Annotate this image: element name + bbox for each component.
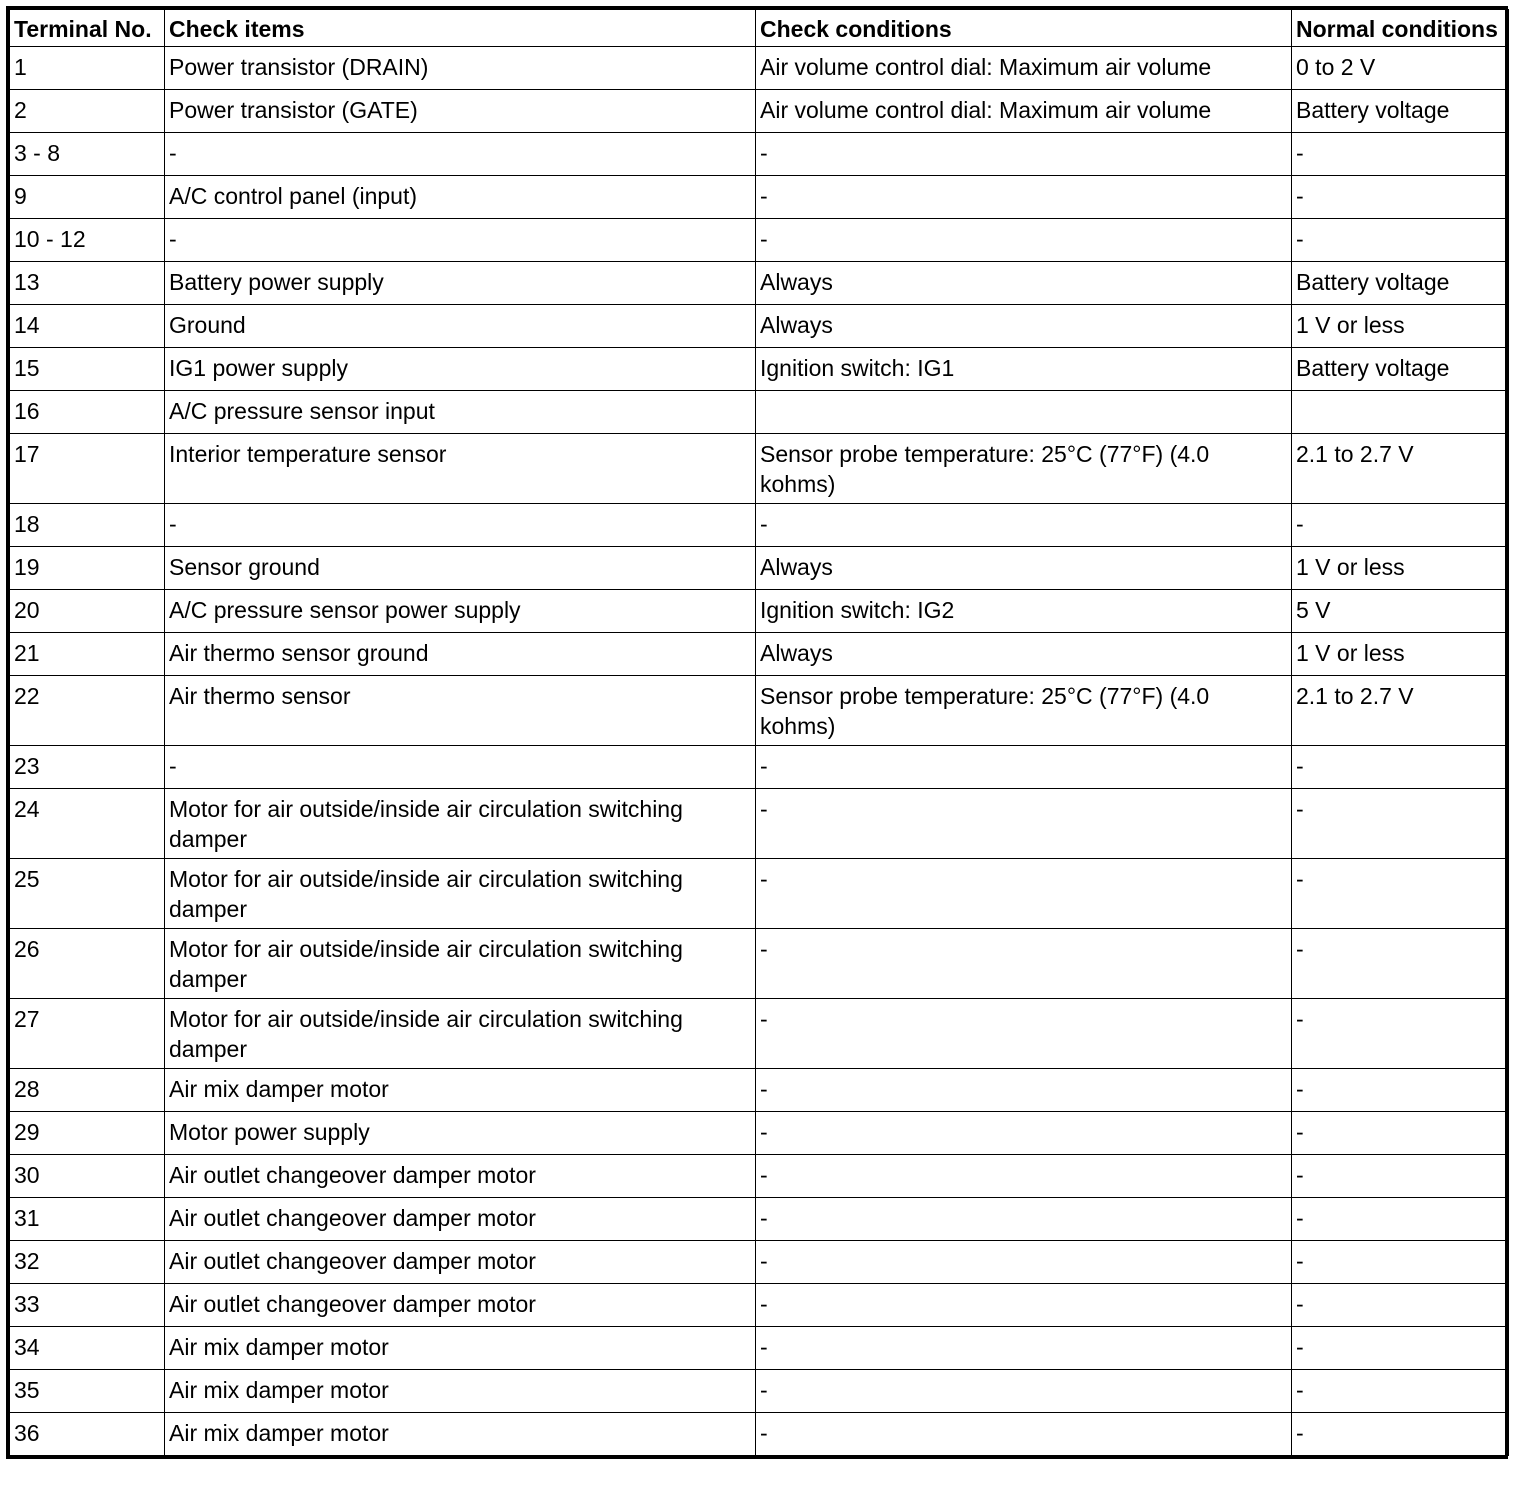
table-row <box>10 348 1509 391</box>
cell-check-condition: Ignition switch: IG2 <box>756 590 1292 633</box>
table-row <box>10 929 1509 999</box>
cell-terminal-no: 20 <box>10 590 165 633</box>
cell-normal-condition: - <box>1292 1413 1509 1456</box>
cell-normal-condition: Battery voltage <box>1292 90 1509 133</box>
cell-check-item: Battery power supply <box>165 262 756 305</box>
table-row <box>10 1284 1509 1327</box>
cell-check-item: Air mix damper motor <box>165 1370 756 1413</box>
cell-normal-condition: - <box>1292 929 1509 999</box>
header-check-items: Check items <box>165 10 756 47</box>
table-row <box>10 1370 1509 1413</box>
cell-terminal-no: 29 <box>10 1112 165 1155</box>
cell-normal-condition: - <box>1292 1370 1509 1413</box>
header-row <box>10 10 1509 47</box>
table-row <box>10 789 1509 859</box>
cell-terminal-no: 17 <box>10 434 165 504</box>
cell-terminal-no: 32 <box>10 1241 165 1284</box>
cell-normal-condition: Battery voltage <box>1292 348 1509 391</box>
cell-check-item: IG1 power supply <box>165 348 756 391</box>
cell-check-item: - <box>165 504 756 547</box>
cell-check-condition: Always <box>756 547 1292 590</box>
cell-check-condition: Air volume control dial: Maximum air volume <box>756 47 1292 90</box>
cell-check-item: Power transistor (GATE) <box>165 90 756 133</box>
cell-check-condition: - <box>756 859 1292 929</box>
cell-check-item: Air mix damper motor <box>165 1413 756 1456</box>
cell-check-condition: - <box>756 1112 1292 1155</box>
cell-check-item: Air outlet changeover damper motor <box>165 1241 756 1284</box>
cell-normal-condition: 1 V or less <box>1292 305 1509 348</box>
cell-check-condition: Always <box>756 305 1292 348</box>
cell-normal-condition: - <box>1292 219 1509 262</box>
table-row <box>10 1112 1509 1155</box>
cell-normal-condition: Battery voltage <box>1292 262 1509 305</box>
cell-check-item: Air thermo sensor <box>165 676 756 746</box>
cell-check-condition: - <box>756 746 1292 789</box>
cell-check-item: - <box>165 219 756 262</box>
cell-check-condition: - <box>756 1241 1292 1284</box>
cell-terminal-no: 2 <box>10 90 165 133</box>
cell-terminal-no: 3 - 8 <box>10 133 165 176</box>
cell-normal-condition: - <box>1292 859 1509 929</box>
cell-normal-condition: - <box>1292 1069 1509 1112</box>
cell-normal-condition: 1 V or less <box>1292 547 1509 590</box>
cell-terminal-no: 21 <box>10 633 165 676</box>
cell-check-item: A/C pressure sensor power supply <box>165 590 756 633</box>
table-row <box>10 1327 1509 1370</box>
terminal-check-table <box>9 9 1509 1456</box>
table-row <box>10 504 1509 547</box>
cell-check-condition: Always <box>756 262 1292 305</box>
cell-check-condition: - <box>756 789 1292 859</box>
table-row <box>10 746 1509 789</box>
cell-normal-condition: 1 V or less <box>1292 633 1509 676</box>
cell-terminal-no: 34 <box>10 1327 165 1370</box>
cell-check-condition: - <box>756 1327 1292 1370</box>
cell-terminal-no: 10 - 12 <box>10 219 165 262</box>
cell-normal-condition: 5 V <box>1292 590 1509 633</box>
cell-check-item: Motor for air outside/inside air circulation switching damper <box>165 999 756 1069</box>
cell-check-item: Motor power supply <box>165 1112 756 1155</box>
table-row <box>10 176 1509 219</box>
cell-check-condition: - <box>756 1155 1292 1198</box>
table-row <box>10 219 1509 262</box>
table-row <box>10 1069 1509 1112</box>
cell-normal-condition: - <box>1292 1198 1509 1241</box>
cell-terminal-no: 23 <box>10 746 165 789</box>
table-row <box>10 391 1509 434</box>
table-row <box>10 90 1509 133</box>
cell-check-item: Interior temperature sensor <box>165 434 756 504</box>
cell-terminal-no: 13 <box>10 262 165 305</box>
cell-normal-condition: - <box>1292 1284 1509 1327</box>
cell-normal-condition: 2.1 to 2.7 V <box>1292 676 1509 746</box>
cell-check-condition: Sensor probe temperature: 25°C (77°F) (4.0 kohms) <box>756 434 1292 504</box>
cell-check-item: Air thermo sensor ground <box>165 633 756 676</box>
table-row <box>10 547 1509 590</box>
table-body <box>10 47 1509 1456</box>
cell-terminal-no: 1 <box>10 47 165 90</box>
cell-normal-condition: - <box>1292 1327 1509 1370</box>
cell-normal-condition: - <box>1292 1155 1509 1198</box>
cell-terminal-no: 9 <box>10 176 165 219</box>
cell-normal-condition: - <box>1292 504 1509 547</box>
cell-check-condition: - <box>756 1284 1292 1327</box>
cell-terminal-no: 28 <box>10 1069 165 1112</box>
header-terminal-no: Terminal No. <box>10 10 165 47</box>
cell-check-condition: Sensor probe temperature: 25°C (77°F) (4.0 kohms) <box>756 676 1292 746</box>
table-row <box>10 133 1509 176</box>
header-check-conditions: Check conditions <box>756 10 1292 47</box>
cell-normal-condition: - <box>1292 999 1509 1069</box>
cell-terminal-no: 33 <box>10 1284 165 1327</box>
table-row <box>10 676 1509 746</box>
table-row <box>10 47 1509 90</box>
table-row <box>10 633 1509 676</box>
cell-normal-condition: - <box>1292 176 1509 219</box>
cell-normal-condition: - <box>1292 1112 1509 1155</box>
cell-terminal-no: 18 <box>10 504 165 547</box>
cell-check-condition: - <box>756 504 1292 547</box>
cell-terminal-no: 14 <box>10 305 165 348</box>
cell-terminal-no: 16 <box>10 391 165 434</box>
table-row <box>10 1413 1509 1456</box>
cell-check-condition: - <box>756 133 1292 176</box>
cell-check-item: A/C pressure sensor input <box>165 391 756 434</box>
cell-check-item: Air mix damper motor <box>165 1327 756 1370</box>
cell-check-condition: - <box>756 1198 1292 1241</box>
table-row <box>10 590 1509 633</box>
cell-check-condition: Ignition switch: IG1 <box>756 348 1292 391</box>
cell-terminal-no: 27 <box>10 999 165 1069</box>
cell-check-item: Ground <box>165 305 756 348</box>
cell-check-item: Air outlet changeover damper motor <box>165 1284 756 1327</box>
cell-terminal-no: 31 <box>10 1198 165 1241</box>
terminal-table-frame <box>6 6 1508 1459</box>
cell-check-condition: - <box>756 176 1292 219</box>
cell-terminal-no: 24 <box>10 789 165 859</box>
cell-check-condition: Always <box>756 633 1292 676</box>
cell-normal-condition <box>1292 391 1509 434</box>
cell-normal-condition: - <box>1292 1241 1509 1284</box>
table-row <box>10 305 1509 348</box>
cell-terminal-no: 36 <box>10 1413 165 1456</box>
cell-check-condition: - <box>756 1413 1292 1456</box>
table-row <box>10 1198 1509 1241</box>
cell-check-condition: Air volume control dial: Maximum air volume <box>756 90 1292 133</box>
cell-check-item: Motor for air outside/inside air circulation switching damper <box>165 789 756 859</box>
cell-check-item: Motor for air outside/inside air circulation switching damper <box>165 929 756 999</box>
cell-check-item: Air outlet changeover damper motor <box>165 1198 756 1241</box>
cell-check-item: A/C control panel (input) <box>165 176 756 219</box>
table-row <box>10 859 1509 929</box>
cell-normal-condition: - <box>1292 133 1509 176</box>
cell-terminal-no: 26 <box>10 929 165 999</box>
cell-check-item: Sensor ground <box>165 547 756 590</box>
table-row <box>10 1155 1509 1198</box>
cell-check-item: Power transistor (DRAIN) <box>165 47 756 90</box>
cell-normal-condition: 2.1 to 2.7 V <box>1292 434 1509 504</box>
cell-terminal-no: 22 <box>10 676 165 746</box>
table-row <box>10 1241 1509 1284</box>
cell-check-item: - <box>165 133 756 176</box>
cell-terminal-no: 30 <box>10 1155 165 1198</box>
cell-normal-condition: - <box>1292 789 1509 859</box>
cell-check-item: Air mix damper motor <box>165 1069 756 1112</box>
header-normal-conditions: Normal conditions <box>1292 10 1509 47</box>
cell-normal-condition: - <box>1292 746 1509 789</box>
cell-check-condition: - <box>756 999 1292 1069</box>
cell-check-condition: - <box>756 219 1292 262</box>
cell-normal-condition: 0 to 2 V <box>1292 47 1509 90</box>
cell-check-condition <box>756 391 1292 434</box>
cell-check-condition: - <box>756 929 1292 999</box>
cell-terminal-no: 25 <box>10 859 165 929</box>
cell-terminal-no: 35 <box>10 1370 165 1413</box>
table-row <box>10 999 1509 1069</box>
table-row <box>10 262 1509 305</box>
cell-terminal-no: 19 <box>10 547 165 590</box>
cell-check-item: Motor for air outside/inside air circulation switching damper <box>165 859 756 929</box>
cell-check-item: - <box>165 746 756 789</box>
cell-check-condition: - <box>756 1370 1292 1413</box>
cell-check-item: Air outlet changeover damper motor <box>165 1155 756 1198</box>
table-row <box>10 434 1509 504</box>
cell-terminal-no: 15 <box>10 348 165 391</box>
cell-check-condition: - <box>756 1069 1292 1112</box>
